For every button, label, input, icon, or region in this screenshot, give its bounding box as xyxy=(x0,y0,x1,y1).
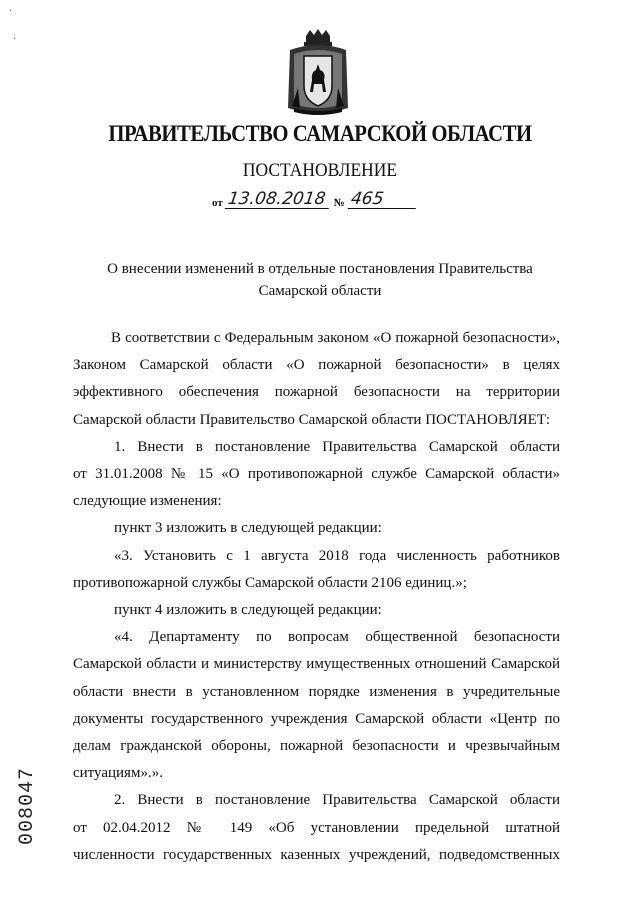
date-number-line xyxy=(212,190,417,209)
body-line: пункт 4 изложить в следующей редакции: xyxy=(114,602,382,619)
subject-line: О внесении изменений в отдельные постановления Правительства xyxy=(107,261,533,277)
document-type: ПОСТАНОВЛЕНИЕ xyxy=(242,160,398,181)
body-line: ситуациям».». xyxy=(73,765,163,782)
body-line: от 02.04.2012 № 149 «Об установлении предельной штатной xyxy=(73,819,560,836)
body-line: Законом Самарской области «О пожарной безопасности» в целях xyxy=(73,357,560,374)
body-line: документы государственного учреждения Самарской области «Центр по xyxy=(73,710,560,727)
body-line: «3. Установить с 1 августа 2018 года численность работников xyxy=(114,547,560,564)
subject-line: Самарской области xyxy=(258,283,382,299)
number-prefix: № xyxy=(333,197,345,209)
body-line: делам гражданской обороны, пожарной безопасности и чрезвычайным xyxy=(73,738,560,755)
body-line: эффективного обеспечения пожарной безопасности на территории xyxy=(73,384,560,401)
document-body xyxy=(73,325,560,869)
body-line: противопожарной службы Самарской области 2106 единиц.»; xyxy=(73,574,467,591)
corner-mark: · xyxy=(13,34,17,45)
body-line: 1. Внести в постановление Правительства Самарской области xyxy=(114,438,560,455)
body-line: «4. Департаменту по вопросам общественной безопасности xyxy=(114,629,560,646)
body-line: следующие изменения: xyxy=(73,493,222,510)
body-line: области внести в установленном порядке изменения в учредительные xyxy=(73,683,560,700)
government-title: ПРАВИТЕЛЬСТВО САМАРСКОЙ ОБЛАСТИ xyxy=(108,121,532,146)
body-line: Самарской области Правительство Самарской области ПОСТАНОВЛЯЕТ: xyxy=(73,411,551,428)
body-line: В соответствии с Федеральным законом «О пожарной безопасности», xyxy=(111,330,560,346)
side-registration-number: 008047 xyxy=(16,766,39,845)
body-line: 2. Внести в постановление Правительства Самарской области xyxy=(114,792,560,809)
document-subject xyxy=(90,258,550,302)
samara-coat-of-arms-icon xyxy=(284,28,352,116)
body-line: от 31.01.2008 № 15 «О противопожарной службе Самарской области» xyxy=(73,466,560,483)
body-line: численности государственных казенных учреждений, подведомственных xyxy=(73,846,560,863)
date-prefix: от xyxy=(212,197,223,209)
handwritten-date: 13.08.2018 xyxy=(224,190,331,209)
body-line: пункт 3 изложить в следующей редакции: xyxy=(114,520,382,537)
handwritten-number: 465 xyxy=(347,190,418,209)
body-line: Самарской области и министерству имущественных отношений Самарской xyxy=(73,656,560,673)
corner-mark: · xyxy=(9,6,13,17)
